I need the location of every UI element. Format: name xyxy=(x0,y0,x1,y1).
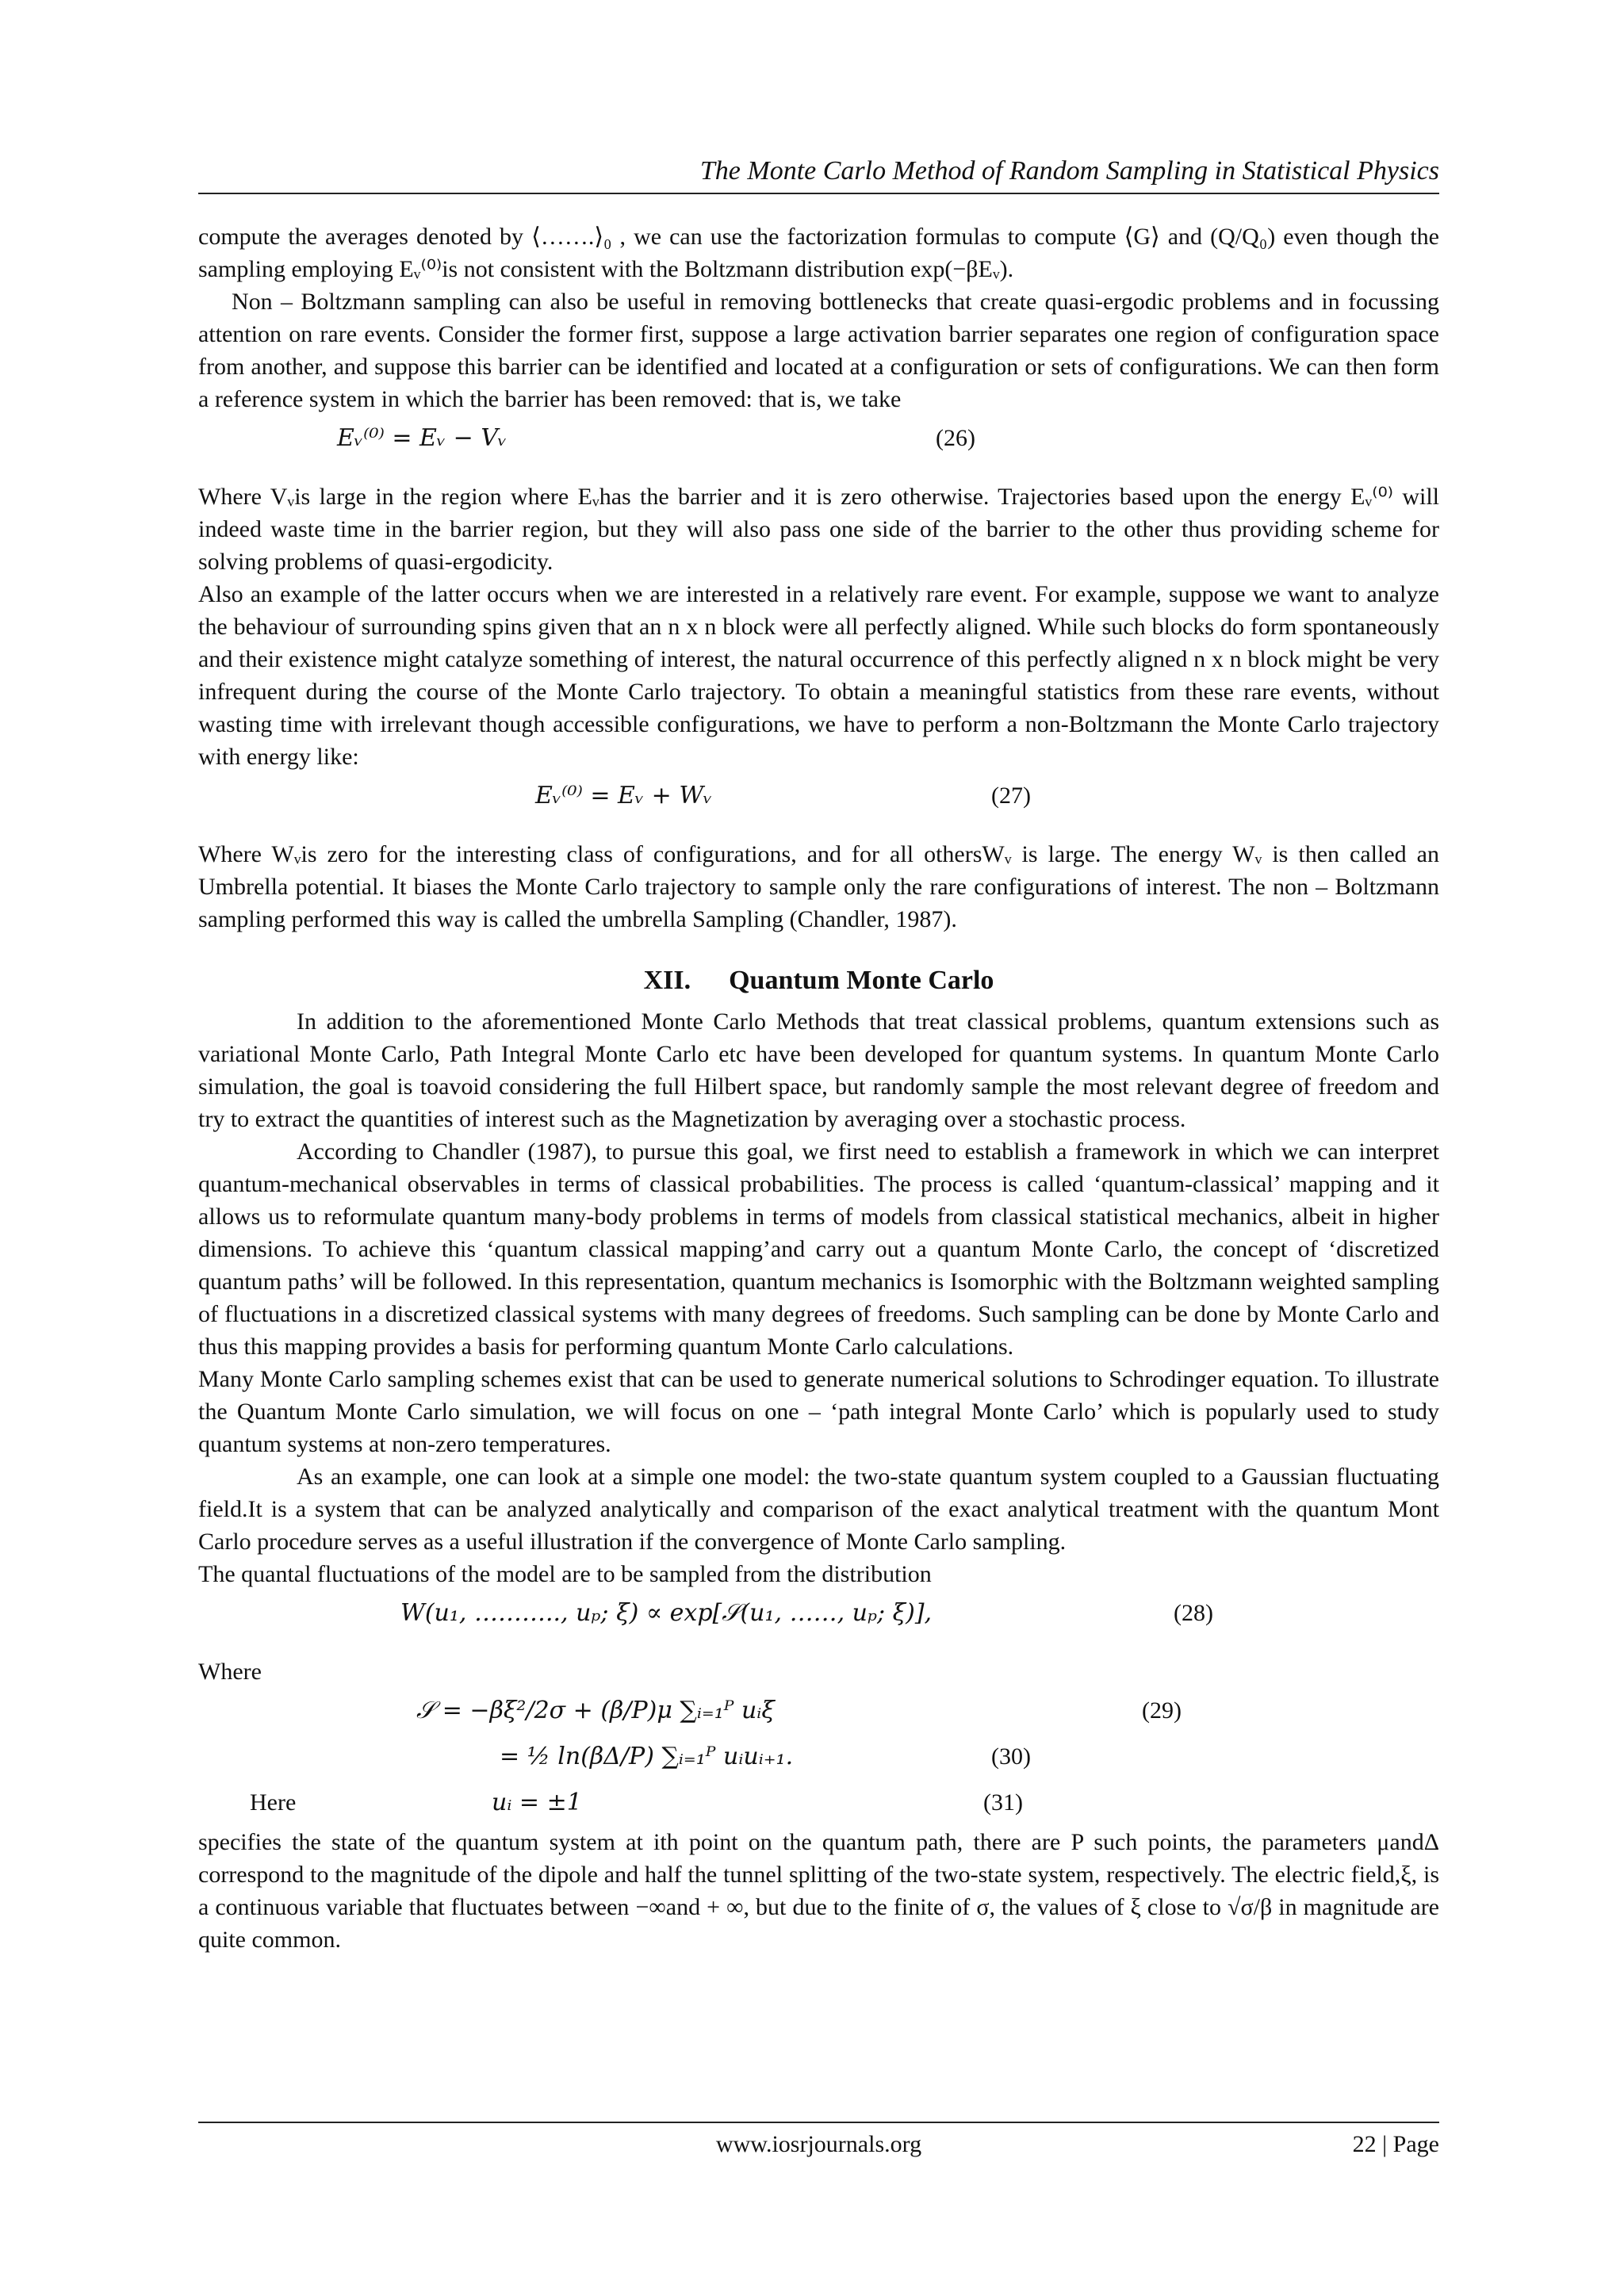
paragraph-6: In addition to the aforementioned Monte Carlo Methods that treat classical problems, quantum extensions such as variational Monte Carlo, Path Integral Monte Carlo etc have been developed for quantum systems. In quantum Monte Carlo simulation, the goal is toavoid considering the full Hilbert space, but randomly sample the most relevant degree of freedom and try to extract the quantities of interest such as the Magnetization by averaging over a stochastic process. xyxy=(198,1008,1439,1132)
equation-31-number: (31) xyxy=(983,1789,1023,1816)
footer-page-number: 22 | Page xyxy=(1352,2131,1439,2157)
equation-31 xyxy=(198,1780,1439,1826)
paper-page xyxy=(198,0,1439,2296)
paragraph-8: Many Monte Carlo sampling schemes exist that can be used to generate numerical solutions to Schrodinger equation. To illustrate the Quantum Monte Carlo simulation, we will focus on one – ‘path integral Monte Carlo’ which is popularly used to study quantum systems at non-zero temperatures. xyxy=(198,1366,1439,1457)
section-heading xyxy=(198,962,1439,999)
equation-27-number: (27) xyxy=(991,783,1031,809)
header-rule xyxy=(198,193,1439,194)
equation-28 xyxy=(198,1590,1439,1636)
paragraph-10: The quantal fluctuations of the model are to be sampled from the distribution xyxy=(198,1561,932,1587)
equation-30 xyxy=(198,1734,1439,1780)
equation-26 xyxy=(198,415,1439,461)
equation-29-number: (29) xyxy=(1142,1697,1182,1724)
paragraph-4: Also an example of the latter occurs when we are interested in a relatively rare event. For example, suppose we want to analyze the behaviour of surrounding spins given that an n x n block were all perfectly aligned. While such blocks do form spontaneously and their existence might catalyze something of interest, the natural occurrence of this perfectly aligned n x n block might be very infrequent during the course of the Monte Carlo trajectory. To obtain a meaningful statistics from these rare events, without wasting time with irrelevant though accessible configurations, we have to perform a non-Boltzmann the Monte Carlo trajectory with energy like: xyxy=(198,581,1439,770)
equation-29 xyxy=(198,1688,1439,1734)
equation-27-expr: Eᵥ⁽⁰⁾ = Eᵥ + Wᵥ xyxy=(535,782,713,809)
equation-28-number: (28) xyxy=(1174,1600,1213,1626)
equation-29-expr: 𝒮 = −βξ²/2σ + (β/P)μ ∑ᵢ₌₁ᴾ uᵢξ xyxy=(416,1697,775,1724)
equation-26-number: (26) xyxy=(936,425,975,451)
paragraph-9: As an example, one can look at a simple one model: the two-state quantum system coupled to a Gaussian fluctuating field.It is a system that can be analyzed analytically and comparison of the exact analytical treatment with the quantum Mont Carlo procedure serves as a useful illustration if the convergence of Monte Carlo sampling. xyxy=(198,1464,1439,1555)
paragraph-3: Where Vᵥis large in the region where Eᵥhas the barrier and it is zero otherwise. Trajectories based upon the energy Eᵥ⁽⁰⁾ will indeed waste time in the barrier region, but they will also pass one side of the barrier to the other thus providing scheme for solving problems of quasi-ergodicity. xyxy=(198,484,1439,575)
equation-31-expr: uᵢ = ±1 xyxy=(492,1789,582,1816)
equation-27 xyxy=(198,773,1439,819)
equation-30-number: (30) xyxy=(991,1743,1031,1770)
equation-31-label: Here xyxy=(250,1789,297,1816)
equation-28-expr: W(u₁, ……….., uₚ; ξ) ∝ exp[𝒮(u₁, ……, uₚ; ξ)], xyxy=(400,1599,933,1627)
page-body xyxy=(198,220,1439,1956)
paragraph-11: Where xyxy=(198,1659,262,1685)
paragraph-5: Where Wᵥis zero for the interesting class of configurations, and for all othersWᵥ is large. The energy Wᵥ is then called an Umbrella potential. It biases the Monte Carlo trajectory to sample only the rare configurations of interest. The non – Boltzmann sampling performed this way is called the umbrella Sampling (Chandler, 1987). xyxy=(198,841,1439,932)
paragraph-1: compute the averages denoted by ⟨…….⟩₀ , we can use the factorization formulas to compute ⟨G⟩ and (Q/Q₀) even though the sampling employing Eᵥ⁽⁰⁾is not consistent with the Boltzmann distribution exp(−βEᵥ). xyxy=(198,224,1439,282)
running-title: The Monte Carlo Method of Random Sampling in Statistical Physics xyxy=(699,156,1439,186)
section-number: XII. xyxy=(643,966,691,995)
footer-rule xyxy=(198,2122,1439,2123)
paragraph-7: According to Chandler (1987), to pursue this goal, we first need to establish a framework in which we can interpret quantum-mechanical observables in terms of classical probabilities. The process is called ‘quantum-classical’ mapping and it allows us to reformulate quantum many-body problems in terms of models from classical statistical mechanics, albeit in higher dimensions. To achieve this ‘quantum classical mapping’and carry out a quantum Monte Carlo, the concept of ‘discretized quantum paths’ will be followed. In this representation, quantum mechanics is Isomorphic with the Boltzmann weighted sampling of fluctuations in a discretized classical systems with many degrees of freedoms. Such sampling can be done by Monte Carlo and thus this mapping provides a basis for performing quantum Monte Carlo calculations. xyxy=(198,1138,1439,1360)
paragraph-2: Non – Boltzmann sampling can also be useful in removing bottlenecks that create quasi-ergodic problems and in focussing attention on rare events. Consider the former first, suppose a large activation barrier separates one region of configuration space from another, and suppose this barrier can be identified and located at a configuration or sets of configurations. We can then form a reference system in which the barrier has been removed: that is, we take xyxy=(198,289,1439,412)
footer-site: www.iosrjournals.org xyxy=(715,2131,922,2157)
equation-30-expr: = ½ ln(βΔ/P) ∑ᵢ₌₁ᴾ uᵢuᵢ₊₁. xyxy=(500,1743,794,1770)
equation-26-expr: Eᵥ⁽⁰⁾ = Eᵥ − Vᵥ xyxy=(337,424,508,452)
section-title: Quantum Monte Carlo xyxy=(729,966,994,995)
paragraph-12: specifies the state of the quantum system at ith point on the quantum path, there are P such points, the parameters μandΔ correspond to the magnitude of the dipole and half the tunnel splitting of the two-state system, respectively. The electric field,ξ, is a continuous variable that fluctuates between −∞and + ∞, but due to the finite of σ, the values of ξ close to √σ/β in magnitude are quite common. xyxy=(198,1829,1439,1953)
